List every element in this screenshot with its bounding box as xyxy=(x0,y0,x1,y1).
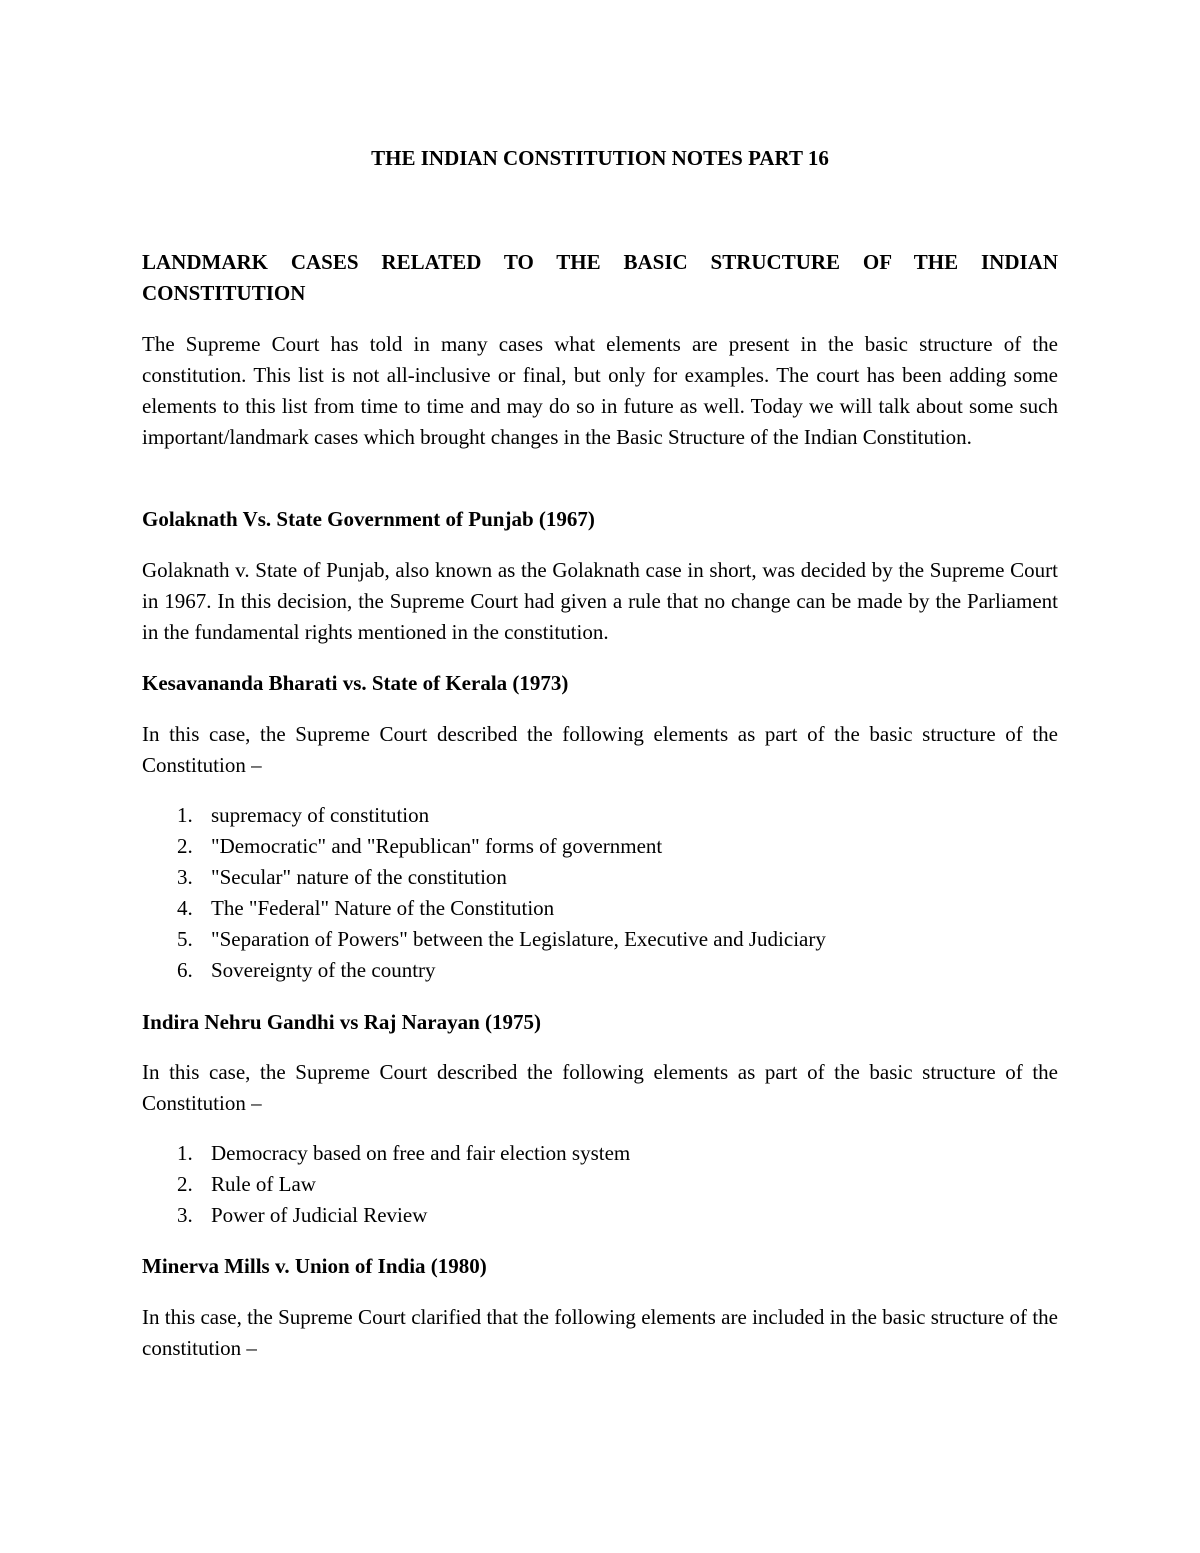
list-number: 5. xyxy=(177,927,193,951)
case-text-golaknath: Golaknath v. State of Punjab, also known as the Golaknath case in short, was decided by the Supreme Court in 1967. In this decision, the Supreme Court had given a rule that no change can be made by the Parliament in the fundamental rights mentioned in the constitution. xyxy=(142,558,1058,644)
list-item-text: The "Federal" Nature of the Constitution xyxy=(211,896,555,920)
list-item-text: Sovereignty of the country xyxy=(211,958,436,982)
case-heading-indira-gandhi: Indira Nehru Gandhi vs Raj Narayan (1975) xyxy=(142,1010,542,1034)
list-indira-gandhi xyxy=(142,1138,1058,1231)
case-heading-kesavananda: Kesavananda Bharati vs. State of Kerala (1973) xyxy=(142,671,569,695)
list-item-text: Power of Judicial Review xyxy=(211,1203,428,1227)
list-number: 3. xyxy=(177,1203,193,1227)
list-item xyxy=(142,1200,1058,1231)
list-item-text: "Democratic" and "Republican" forms of government xyxy=(211,834,663,858)
case-text-indira-gandhi: In this case, the Supreme Court described the following elements as part of the basic structure of the Constitution – xyxy=(142,1060,1058,1115)
list-item xyxy=(142,893,1058,924)
case-text-kesavananda: In this case, the Supreme Court described the following elements as part of the basic structure of the Constitution – xyxy=(142,722,1058,777)
list-item xyxy=(142,831,1058,862)
list-item-text: Democracy based on free and fair election system xyxy=(211,1141,631,1165)
list-item-text: Rule of Law xyxy=(211,1172,316,1196)
list-item xyxy=(142,1138,1058,1169)
list-item xyxy=(142,862,1058,893)
section-heading: LANDMARK CASES RELATED TO THE BASIC STRUCTURE OF THE INDIAN CONSTITUTION xyxy=(142,250,1058,305)
list-number: 2. xyxy=(177,834,193,858)
list-item xyxy=(142,924,1058,955)
case-text-minerva-mills: In this case, the Supreme Court clarified that the following elements are included in the basic structure of the constitution – xyxy=(142,1305,1058,1360)
case-heading-golaknath: Golaknath Vs. State Government of Punjab (1967) xyxy=(142,507,595,531)
list-number: 1. xyxy=(177,1141,193,1165)
list-item xyxy=(142,800,1058,831)
list-number: 2. xyxy=(177,1172,193,1196)
list-kesavananda xyxy=(142,800,1058,986)
list-number: 6. xyxy=(177,958,193,982)
list-item-text: supremacy of constitution xyxy=(211,803,430,827)
document-title: THE INDIAN CONSTITUTION NOTES PART 16 xyxy=(371,146,829,170)
list-item xyxy=(142,955,1058,986)
list-item xyxy=(142,1169,1058,1200)
intro-paragraph: The Supreme Court has told in many cases what elements are present in the basic structure of the constitution. This list is not all-inclusive or final, but only for examples. The court has been adding some elements to this list from time to time and may do so in future as well. Today we will talk about some such important/landmark cases which brought changes in the Basic Structure of the Indian Constitution. xyxy=(142,332,1058,449)
list-number: 4. xyxy=(177,896,193,920)
list-item-text: "Secular" nature of the constitution xyxy=(211,865,507,889)
list-item-text: "Separation of Powers" between the Legislature, Executive and Judiciary xyxy=(211,927,826,951)
document-page xyxy=(142,0,1058,1553)
list-number: 1. xyxy=(177,803,193,827)
case-heading-minerva-mills: Minerva Mills v. Union of India (1980) xyxy=(142,1254,487,1278)
list-number: 3. xyxy=(177,865,193,889)
